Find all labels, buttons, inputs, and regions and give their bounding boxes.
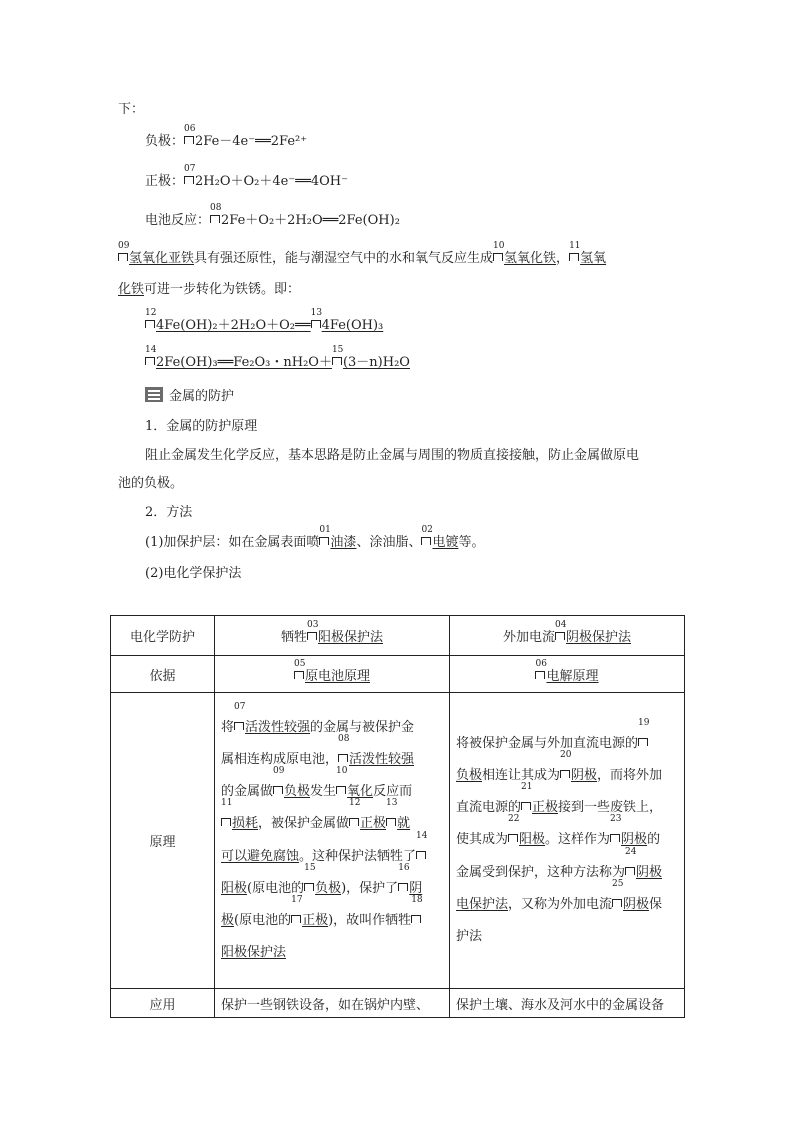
header-cell-impressed: 外加电流 04 阴极保护法 <box>450 616 685 656</box>
blank-02: 02 <box>421 535 431 550</box>
intro-text: 下： <box>118 102 145 117</box>
cell-reaction-line <box>145 203 400 228</box>
section-list-icon <box>145 387 163 402</box>
blank-12: 12 <box>145 318 155 333</box>
method-electrochemical: (2)电化学保护法 <box>145 566 242 581</box>
negative-label: 负极： <box>145 134 185 149</box>
rust-paragraph-line2: 化铁可进一步转化为铁锈。即： <box>118 282 301 297</box>
method-coating: (1)加保护层：如在金属表面喷 01 油漆、涂油脂、 02 电镀等。 <box>145 525 485 550</box>
positive-equation: 2H₂O＋O₂＋4e⁻══4OH⁻ <box>195 174 348 189</box>
heading-methods: 2．方法 <box>145 505 193 520</box>
blank-t03: 03 <box>307 630 317 645</box>
blank-08: 08 <box>210 213 220 228</box>
blank-06: 06 <box>184 134 194 149</box>
principle-impressed: 将被保护金属与外加直流电源的 19 负极相连让其成为 20 阴极，而将外加 直流电源的 21 正极接到一些废铁上， 使其成为 22 阳极。这样作为 23 阴极的 金属受到保护，这种方法称为 24 阴极 电保护法，又称为外加电流 25 阴极保 护法 <box>450 693 685 989</box>
blank-t06: 06 <box>535 669 545 684</box>
rust-equation-1: 12 4Fe(OH)₂＋2H₂O＋O₂══ 13 4Fe(OH)₃ <box>145 308 384 333</box>
blank-10: 10 <box>493 251 503 266</box>
table-row-principle <box>111 693 685 989</box>
application-impressed: 保护土壤、海水及河水中的金属设备 <box>450 989 685 1018</box>
negative-equation: 2Fe－4e⁻══2Fe²⁺ <box>195 134 308 149</box>
application-label: 应用 <box>111 989 215 1018</box>
principle-paragraph-line1: 阻止金属发生化学反应，基本思路是防止金属与周围的物质直接接触，防止金属做原电 <box>145 448 640 463</box>
table-row-basis <box>111 656 685 693</box>
section-header <box>145 385 234 404</box>
principle-label: 原理 <box>111 693 215 989</box>
blank-11: 11 <box>569 251 579 266</box>
principle-paragraph-line2: 池的负极。 <box>118 476 184 491</box>
protection-table <box>110 615 685 1018</box>
blank-15: 15 <box>332 355 342 370</box>
heading-principle: 1．金属的防护原理 <box>145 419 258 434</box>
positive-electrode-line <box>145 164 348 189</box>
rust-paragraph-line1: 09 氢氧化亚铁具有强还原性，能与潮湿空气中的水和氧气反应生成 10 氢氧化铁， 11 氢氧 <box>118 241 607 266</box>
blank-14: 14 <box>145 355 155 370</box>
cell-label: 电池反应： <box>145 213 211 228</box>
application-sacrificial: 保护一些钢铁设备，如在锅炉内壁、 <box>215 989 450 1018</box>
blank-01: 01 <box>319 535 329 550</box>
blank-09: 09 <box>118 251 128 266</box>
negative-electrode-line <box>145 124 308 149</box>
positive-label: 正极： <box>145 174 185 189</box>
blank-t04: 04 <box>555 630 565 645</box>
table-row-application <box>111 989 685 1018</box>
basis-impressed: 06 电解原理 <box>450 656 685 693</box>
cell-equation: 2Fe＋O₂＋2H₂O══2Fe(OH)₂ <box>221 213 400 228</box>
blank-07: 07 <box>184 174 194 189</box>
basis-sacrificial: 05 原电池原理 <box>215 656 450 693</box>
section-title: 金属的防护 <box>169 389 235 404</box>
header-cell-sacrificial: 牺牲 03 阳极保护法 <box>215 616 450 656</box>
header-cell-method: 电化学防护 <box>111 616 215 656</box>
rust-equation-2: 14 2Fe(OH)₃══Fe₂O₃・nH₂O＋ 15 (3－n)H₂O <box>145 345 410 370</box>
table-header-row <box>111 616 685 656</box>
blank-t05: 05 <box>294 669 304 684</box>
blank-13: 13 <box>311 318 321 333</box>
principle-sacrificial: 将 07 活泼性较强的金属与被保护金 属相连构成原电池， 08 活泼性较强 的金属做 09 负极发生 10 氧化反应而 11 损耗，被保护金属做 12 正极 13 就 可以避免腐蚀。这种保护法牺牲了 14 阳极(原电池的 15 负极)，保护了 16 阴 极(原电池的 17 正极)，故叫作牺牲 18 阳极保护法 <box>215 693 450 989</box>
basis-label: 依据 <box>111 656 215 693</box>
